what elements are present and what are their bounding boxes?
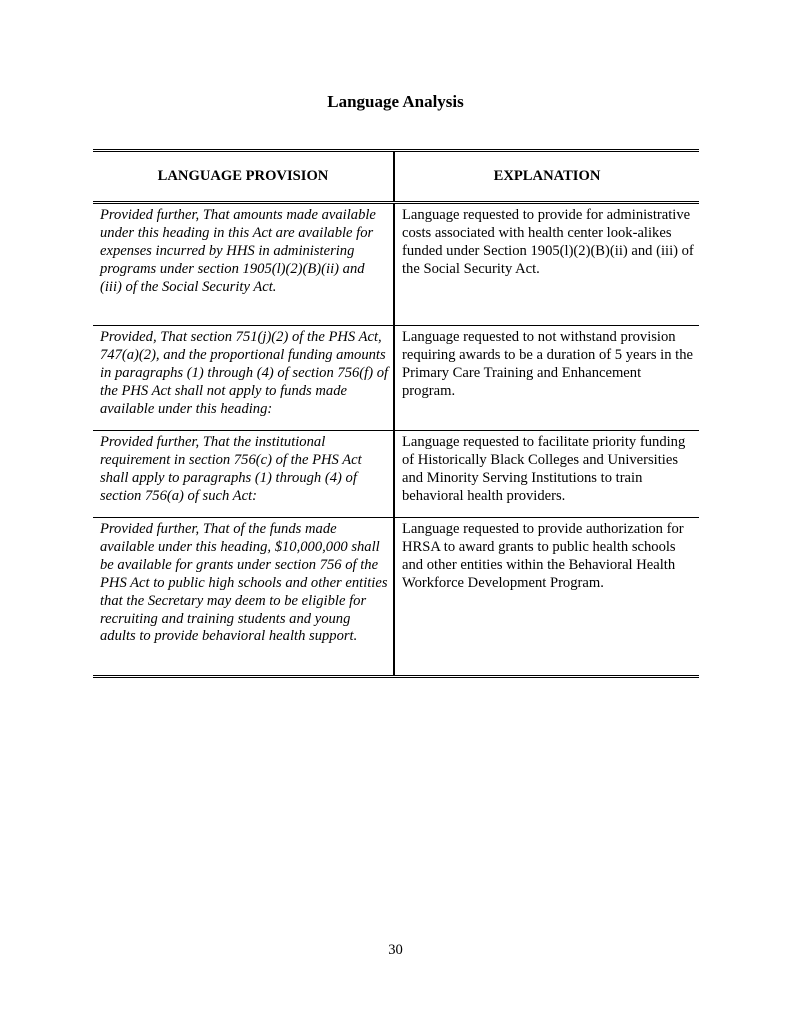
- page-title: Language Analysis: [327, 92, 464, 111]
- column-header-explanation: EXPLANATION: [493, 167, 601, 184]
- provision-cell: Provided further, That of the funds made available under this heading, $10,000,000 shall be available for grants under section 756 of the PHS Act to public high schools and other entities that the Secretary may deem to be eligible for recruiting and training students and young adults to provide behavioral health support.: [93, 518, 395, 675]
- explanation-cell: Language requested to provide for administrative costs associated with health center look-alikes funded under Section 1905(l)(2)(B)(ii) and (iii) of the Social Security Act.: [402, 207, 694, 277]
- provision-cell: Provided, That section 751(j)(2) of the PHS Act, 747(a)(2), and the proportional funding amounts in paragraphs (1) through (4) of section 756(f) of the PHS Act shall not apply to funds made available under this heading:: [93, 326, 395, 430]
- table-row: [93, 517, 699, 675]
- table-header-row: [93, 152, 699, 204]
- table-row: [93, 430, 699, 517]
- explanation-cell: Language requested to provide authorization for HRSA to award grants to public health schools and other entities within the Behavioral Health Workforce Development Program.: [402, 521, 684, 591]
- explanation-cell: Language requested to facilitate priority funding of Historically Black Colleges and Universities and Minority Serving Institutions to train behavioral health providers.: [402, 434, 686, 504]
- explanation-cell: Language requested to not withstand provision requiring awards to be a duration of 5 years in the Primary Care Training and Enhancement program.: [402, 329, 693, 399]
- provision-cell: Provided further, That the institutional requirement in section 756(c) of the PHS Act shall apply to paragraphs (1) through (4) of section 756(a) of such Act:: [93, 431, 395, 517]
- provision-cell: Provided further, That amounts made available under this heading in this Act are available for expenses incurred by HHS in administering programs under section 1905(l)(2)(B)(ii) and (iii) of the Social Security Act.: [93, 204, 395, 325]
- language-analysis-table: [93, 149, 699, 678]
- table-row: [93, 325, 699, 430]
- column-header-provision: LANGUAGE PROVISION: [93, 152, 395, 201]
- table-row: [93, 204, 699, 325]
- page-number: 30: [388, 942, 403, 958]
